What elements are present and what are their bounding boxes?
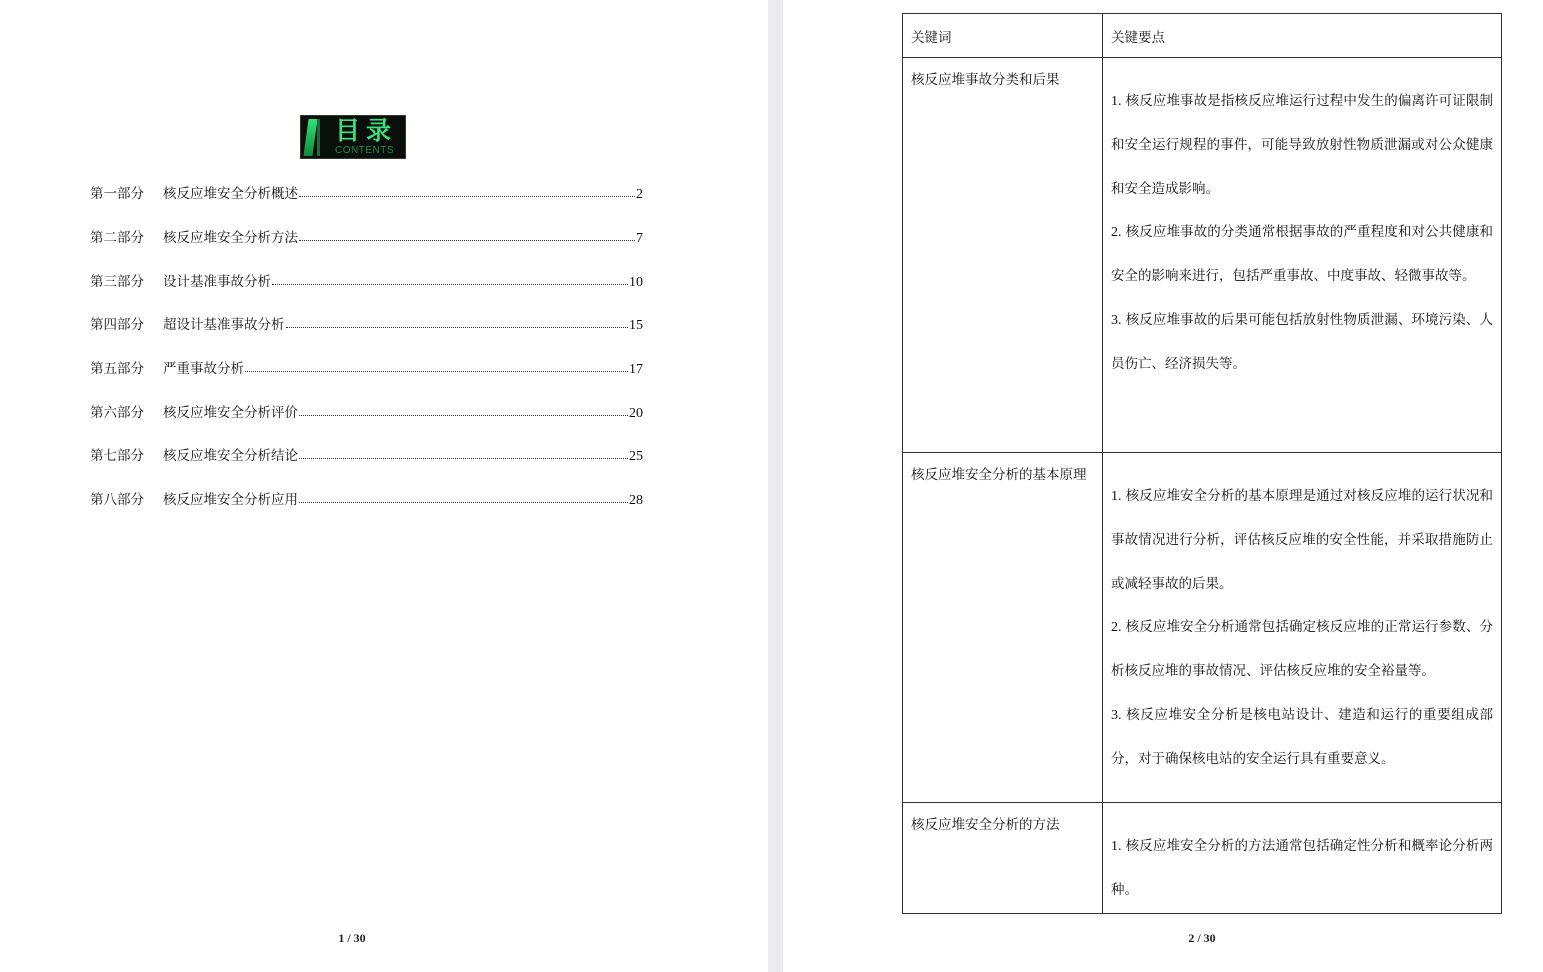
key-point <box>1111 211 1493 299</box>
key-points-cell <box>1103 453 1502 803</box>
contents-logo <box>300 115 406 159</box>
toc-entry[interactable] <box>90 313 643 333</box>
point-text: 核反应堆事故的分类通常根据事故的严重程度和对公共健康和安全的影响来进行，包括严重事故、中度事故、轻微事故等。 <box>1111 224 1493 285</box>
toc-entry[interactable] <box>90 488 643 508</box>
key-point <box>1111 475 1493 606</box>
keyword-cell: 核反应堆事故分类和后果 <box>903 58 1103 453</box>
toc-entry[interactable] <box>90 401 643 421</box>
point-number: 3. <box>1111 707 1122 723</box>
toc-entry[interactable] <box>90 357 643 377</box>
point-number: 2. <box>1111 225 1122 241</box>
toc-page-number: 20 <box>629 406 643 421</box>
toc-entry[interactable] <box>90 444 643 464</box>
toc-page-number: 2 <box>636 187 643 202</box>
toc-page-number: 28 <box>629 493 643 508</box>
point-number: 3. <box>1111 312 1122 328</box>
toc-page-number: 7 <box>636 231 643 246</box>
keyword-table <box>902 13 1502 914</box>
point-number: 1. <box>1111 94 1122 109</box>
key-point <box>1111 606 1493 694</box>
toc-entry[interactable] <box>90 226 643 246</box>
key-point <box>1111 299 1493 387</box>
toc-entry[interactable] <box>90 182 643 202</box>
toc-part-label: 第五部分 <box>90 361 144 377</box>
key-point <box>1111 825 1493 913</box>
toc-title: 核反应堆安全分析应用 <box>163 492 298 508</box>
contents-logo-title: 目录 <box>335 116 398 145</box>
contents-logo-subtitle: CONTENTS <box>335 145 394 156</box>
toc-title: 严重事故分析 <box>163 361 244 377</box>
toc-part-label: 第二部分 <box>90 230 144 246</box>
key-point <box>1111 80 1493 211</box>
toc-title: 核反应堆安全分析结论 <box>163 448 298 464</box>
toc-page-number: 10 <box>629 275 643 290</box>
toc-page-number: 17 <box>629 362 643 377</box>
keyword-cell: 核反应堆安全分析的基本原理 <box>903 453 1103 803</box>
table-row <box>903 803 1502 914</box>
toc-page-number: 15 <box>629 318 643 333</box>
table-row <box>903 453 1502 803</box>
toc-leader-dots <box>245 370 628 372</box>
header-key-points: 关键要点 <box>1103 14 1502 58</box>
page-number: 1 / 30 <box>338 931 366 945</box>
point-text: 核反应堆安全分析的基本原理是通过对核反应堆的运行状况和事故情况进行分析，评估核反应堆的安全性能，并采取措施防止或减轻事故的后果。 <box>1111 488 1493 592</box>
toc-title: 超设计基准事故分析 <box>163 317 285 333</box>
toc-leader-dots <box>299 195 635 197</box>
point-number: 1. <box>1111 489 1122 504</box>
toc-page-number: 25 <box>629 449 643 464</box>
toc-leader-dots <box>299 501 628 503</box>
logo-bar-accent <box>317 119 320 156</box>
toc-part-label: 第一部分 <box>90 186 144 202</box>
toc-leader-dots <box>286 326 629 328</box>
key-points-cell <box>1103 58 1502 453</box>
toc-part-label: 第三部分 <box>90 274 144 290</box>
page-gutter <box>768 0 783 972</box>
table-row <box>903 58 1502 453</box>
header-keyword: 关键词 <box>903 14 1103 58</box>
point-text: 核反应堆安全分析通常包括确定核反应堆的正常运行参数、分析核反应堆的事故情况、评估核反应堆的安全裕量等。 <box>1111 619 1493 680</box>
toc-title: 核反应堆安全分析评价 <box>163 405 298 421</box>
toc-title: 设计基准事故分析 <box>163 274 271 290</box>
toc-title: 核反应堆安全分析概述 <box>163 186 298 202</box>
table-header-row <box>903 14 1502 58</box>
point-text: 核反应堆安全分析的方法通常包括确定性分析和概率论分析两种。 <box>1111 838 1493 898</box>
point-text: 核反应堆安全分析是核电站设计、建造和运行的重要组成部分，对于确保核电站的安全运行具有重要意义。 <box>1111 706 1493 767</box>
point-number: 2. <box>1111 620 1122 636</box>
logo-bar-graphic <box>303 119 317 156</box>
toc-part-label: 第八部分 <box>90 492 144 508</box>
point-number: 1. <box>1111 839 1122 854</box>
toc-leader-dots <box>299 239 635 241</box>
toc-leader-dots <box>299 414 628 416</box>
toc-leader-dots <box>272 283 628 285</box>
toc-part-label: 第四部分 <box>90 317 144 333</box>
document-page-1 <box>0 0 768 972</box>
key-point <box>1111 694 1493 782</box>
page-number: 2 / 30 <box>1188 931 1216 945</box>
toc-title: 核反应堆安全分析方法 <box>163 230 298 246</box>
key-points-cell <box>1103 803 1502 914</box>
toc-leader-dots <box>299 457 628 459</box>
point-text: 核反应堆事故的后果可能包括放射性物质泄漏、环境污染、人员伤亡、经济损失等。 <box>1111 311 1493 372</box>
keyword-cell: 核反应堆安全分析的方法 <box>903 803 1103 914</box>
point-text: 核反应堆事故是指核反应堆运行过程中发生的偏离许可证限制和安全运行规程的事件，可能导致放射性物质泄漏或对公众健康和安全造成影响。 <box>1111 93 1493 197</box>
toc-part-label: 第七部分 <box>90 448 144 464</box>
toc-entry[interactable] <box>90 270 643 290</box>
document-page-2 <box>783 0 1543 972</box>
toc-part-label: 第六部分 <box>90 405 144 421</box>
